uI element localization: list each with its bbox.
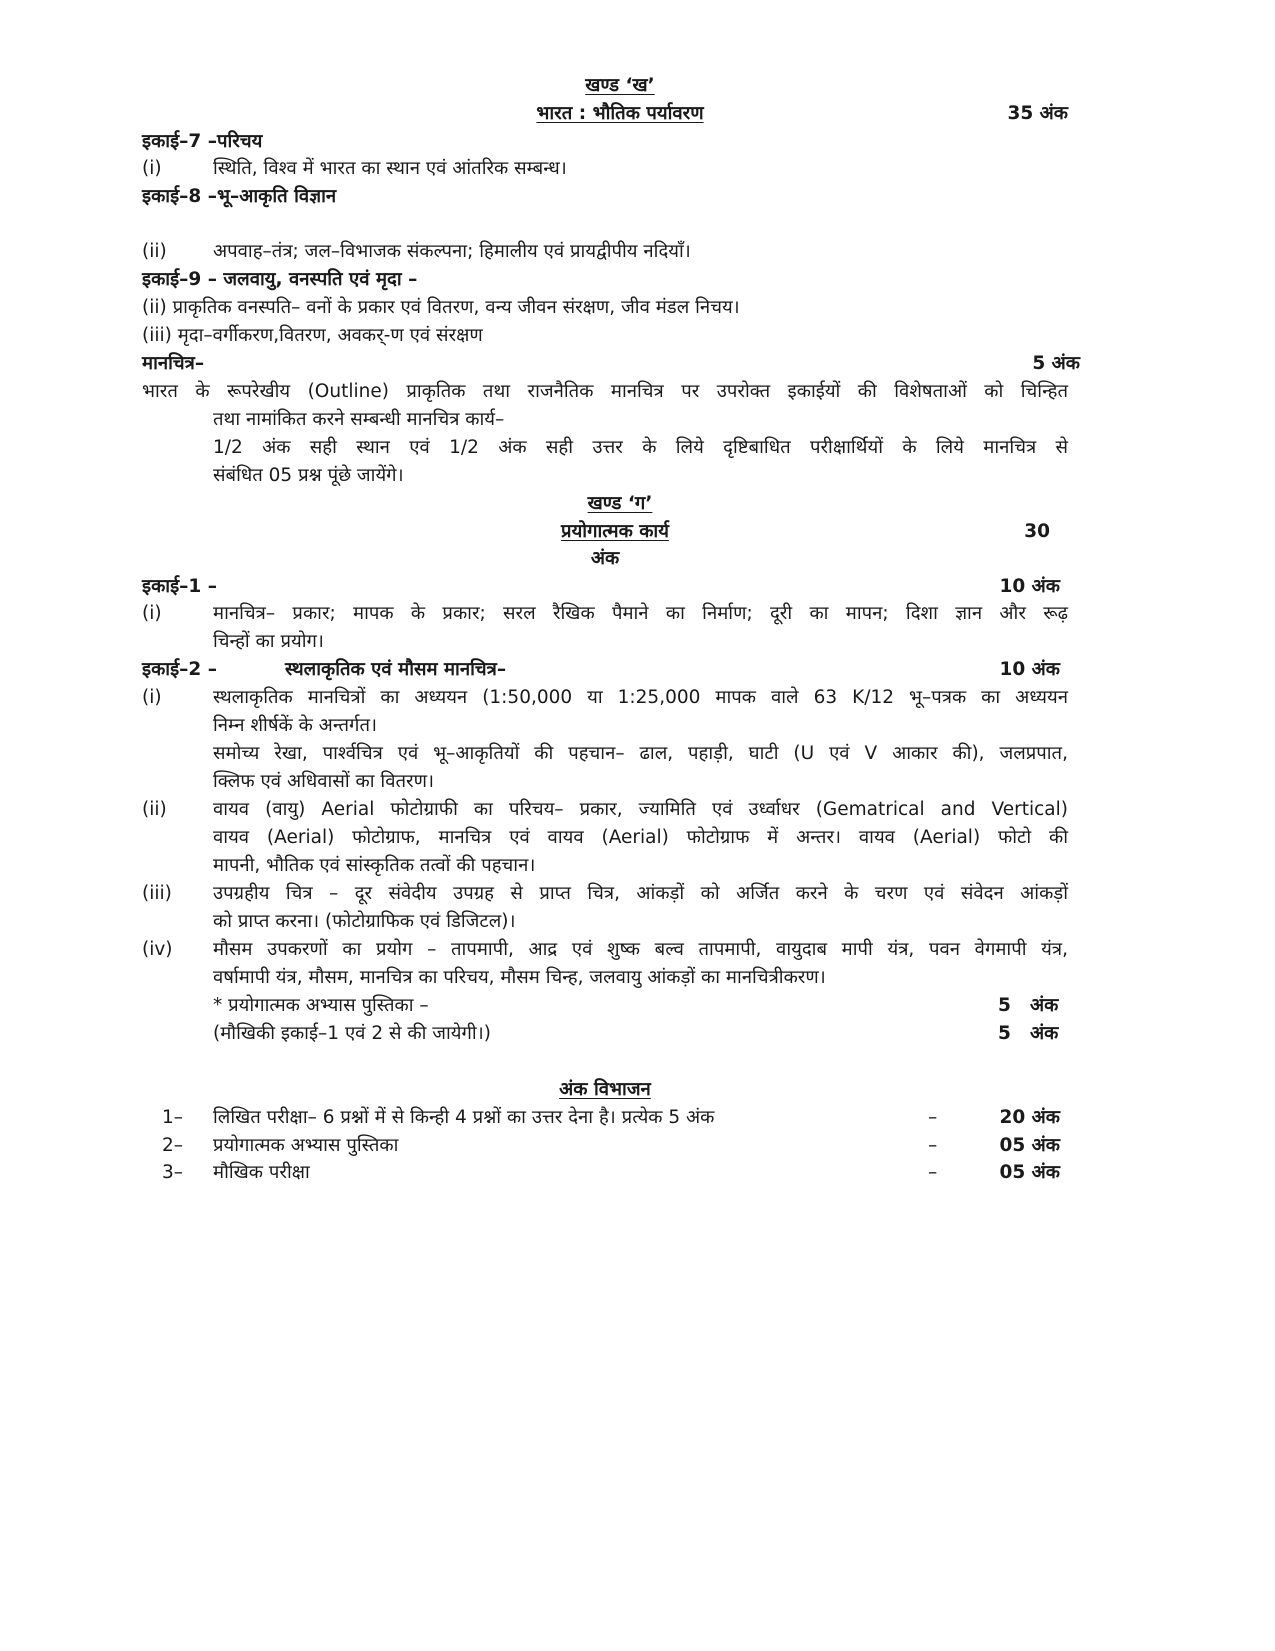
marks-row-number: 3– <box>162 1162 184 1183</box>
marks-row-text: लिखित परीक्षा– 6 प्रश्नों में से किन्ही 4 प्रश्नों का उत्तर देना है। प्रत्येक 5 अंक <box>213 1107 715 1128</box>
practical-unit2-line: निम्न शीर्षकें के अन्तर्गत। <box>213 715 378 736</box>
practical-unit2-marks: 10 अंक <box>999 659 1060 680</box>
practical-unit2-line: वायव (वायु) Aerial फोटोग्राफी का परिचय– प्रकार, ज्यामिति एवं उर्ध्वाधर (Gematrical and Vertical) <box>213 799 1068 820</box>
practical-unit1-line: मानचित्र– प्रकार; मापक के प्रकार; सरल रैखिक पैमाने का निर्माण; दूरी का मापन; दिशा ज्ञान और रूढ़ <box>213 603 1068 624</box>
section-b-marks: 35 अंक <box>1007 103 1068 124</box>
section-c-heading: खण्ड ‘ग’ <box>587 493 653 514</box>
marks-row-text: मौखिक परीक्षा <box>213 1162 310 1183</box>
practical-unit2-line: उपग्रहीय चित्र – दूर संवेदीय उपग्रह से प्राप्त चित्र, आंकड़ों को अर्जित करने के चरण एवं संवेदन आंकड़ों <box>213 883 1068 904</box>
viva-marks-number: 5 <box>998 1023 1011 1044</box>
unit9-item: (ii) प्राकृतिक वनस्पति– वनों के प्रकार एवं वितरण, वन्य जीवन संरक्षण, जीव मंडल निचय। <box>142 297 740 318</box>
practical-unit1-heading: इकाई–1 – <box>142 576 217 597</box>
practical-unit2-line: को प्राप्त करना। (फोटोग्राफिक एवं डिजिटल)। <box>213 911 516 932</box>
map-text-line: तथा नामांकित करने सम्बन्धी मानचित्र कार्य– <box>213 409 505 430</box>
practical-unit2-subtitle: स्थलाकृतिक एवं मौसम मानचित्र– <box>285 659 507 680</box>
unit8-heading: इकाई–8 –भू–आकृति विज्ञान <box>142 186 337 207</box>
practical-unit2-item-number: (iii) <box>142 883 172 904</box>
unit9-heading: इकाई–9 – जलवायु, वनस्पति एवं मृदा – <box>142 269 418 290</box>
marks-row-number: 1– <box>162 1107 184 1128</box>
viva-marks-word: अंक <box>1030 1023 1059 1044</box>
unit7-heading: इकाई–7 –परिचय <box>142 131 263 152</box>
marks-row-marks: 05 अंक <box>999 1135 1060 1156</box>
practical-unit1-line: चिन्हों का प्रयोग। <box>213 631 324 652</box>
practical-unit2-line: मौसम उपकरणों का प्रयोग – तापमापी, आद्र एवं शुष्क बल्व तापमापी, वायुदाब मापी यंत्र, पवन वेगमापी यंत्र, <box>213 939 1068 960</box>
section-c-marks-word: अंक <box>590 548 620 569</box>
practical-unit2-line: वायव (Aerial) फोटोग्राफ, मानचित्र एवं वायव (Aerial) फोटोग्राफ में अन्तर। वायव (Aerial) फोटो की <box>213 827 1068 848</box>
practical-unit2-line: मापनी, भौतिक एवं सांस्कृतिक तत्वों की पहचान। <box>213 855 536 876</box>
marks-row-dash: – <box>928 1135 938 1156</box>
unit8-item-text: अपवाह–तंत्र; जल–विभाजक संकल्पना; हिमालीय एवं प्रायद्वीपीय नदियाँ। <box>213 241 691 262</box>
map-heading: मानचित्र– <box>142 353 205 374</box>
section-c-title: प्रयोगात्मक कार्य <box>561 521 669 542</box>
map-text-line: संबंधित 05 प्रश्न पूंछे जायेंगे। <box>213 465 404 486</box>
marks-row-dash: – <box>928 1107 938 1128</box>
unit8-item-number: (ii) <box>142 241 167 262</box>
marks-row-marks: 05 अंक <box>999 1162 1060 1183</box>
marks-row-text: प्रयोगात्मक अभ्यास पुस्तिका <box>213 1135 399 1156</box>
practical-unit2-line: वर्षामापी यंत्र, मौसम, मानचित्र का परिचय, मौसम चिन्ह, जलवायु आंकड़ों का मानचित्रीकरण। <box>213 967 826 988</box>
section-c-marks-number: 30 <box>1024 521 1050 542</box>
map-marks: 5 अंक <box>1032 353 1080 374</box>
practical-unit1-item-number: (i) <box>142 603 162 624</box>
practical-book-marks-word: अंक <box>1030 995 1059 1016</box>
marks-distribution-title: अंक विभाजन <box>559 1079 651 1100</box>
practical-book-marks-number: 5 <box>998 995 1011 1016</box>
map-text-line: 1/2 अंक सही स्थान एवं 1/2 अंक सही उत्तर के लिये दृष्टिबाधित परीक्षार्थियों के लिये मानचित्र से <box>213 437 1068 458</box>
practical-unit2-heading: इकाई–2 – <box>142 659 217 680</box>
section-b-heading: खण्ड ‘ख’ <box>585 75 655 96</box>
practical-unit2-line: स्थलाकृतिक मानचित्रों का अध्ययन (1:50,000 या 1:25,000 मापक वाले 63 K/12 भू–पत्रक का अध्ययन <box>213 687 1068 708</box>
unit7-item-number: (i) <box>142 158 162 179</box>
unit7-item-text: स्थिति, विश्व में भारत का स्थान एवं आंतरिक सम्बन्ध। <box>213 158 567 179</box>
section-b-title: भारत : भौतिक पर्यावरण <box>536 103 704 124</box>
practical-unit2-item-number: (iv) <box>142 939 173 960</box>
viva-label: (मौखिकी इकाई–1 एवं 2 से की जायेगी।) <box>213 1023 491 1044</box>
practical-book-label: * प्रयोगात्मक अभ्यास पुस्तिका – <box>213 995 429 1016</box>
practical-unit1-marks: 10 अंक <box>999 576 1060 597</box>
map-text-line: भारत के रूपरेखीय (Outline) प्राकृतिक तथा राजनैतिक मानचित्र पर उपरोक्त इकाईयों की विशेषताओं को चिन्हित <box>142 381 1068 402</box>
practical-unit2-item-number: (i) <box>142 687 162 708</box>
practical-unit2-line: क्लिफ एवं अधिवासों का वितरण। <box>213 771 434 792</box>
marks-row-marks: 20 अंक <box>999 1107 1060 1128</box>
marks-row-number: 2– <box>162 1135 184 1156</box>
practical-unit2-line: समोच्य रेखा, पार्श्वचित्र एवं भू–आकृतियों की पहचान– ढाल, पहाड़ी, घाटी (U एवं V आकार की), जलप्रपात, <box>213 743 1068 764</box>
practical-unit2-item-number: (ii) <box>142 799 167 820</box>
marks-row-dash: – <box>928 1162 938 1183</box>
unit9-item: (iii) मृदा–वर्गीकरण,वितरण, अवकर्-ण एवं संरक्षण <box>142 325 483 346</box>
